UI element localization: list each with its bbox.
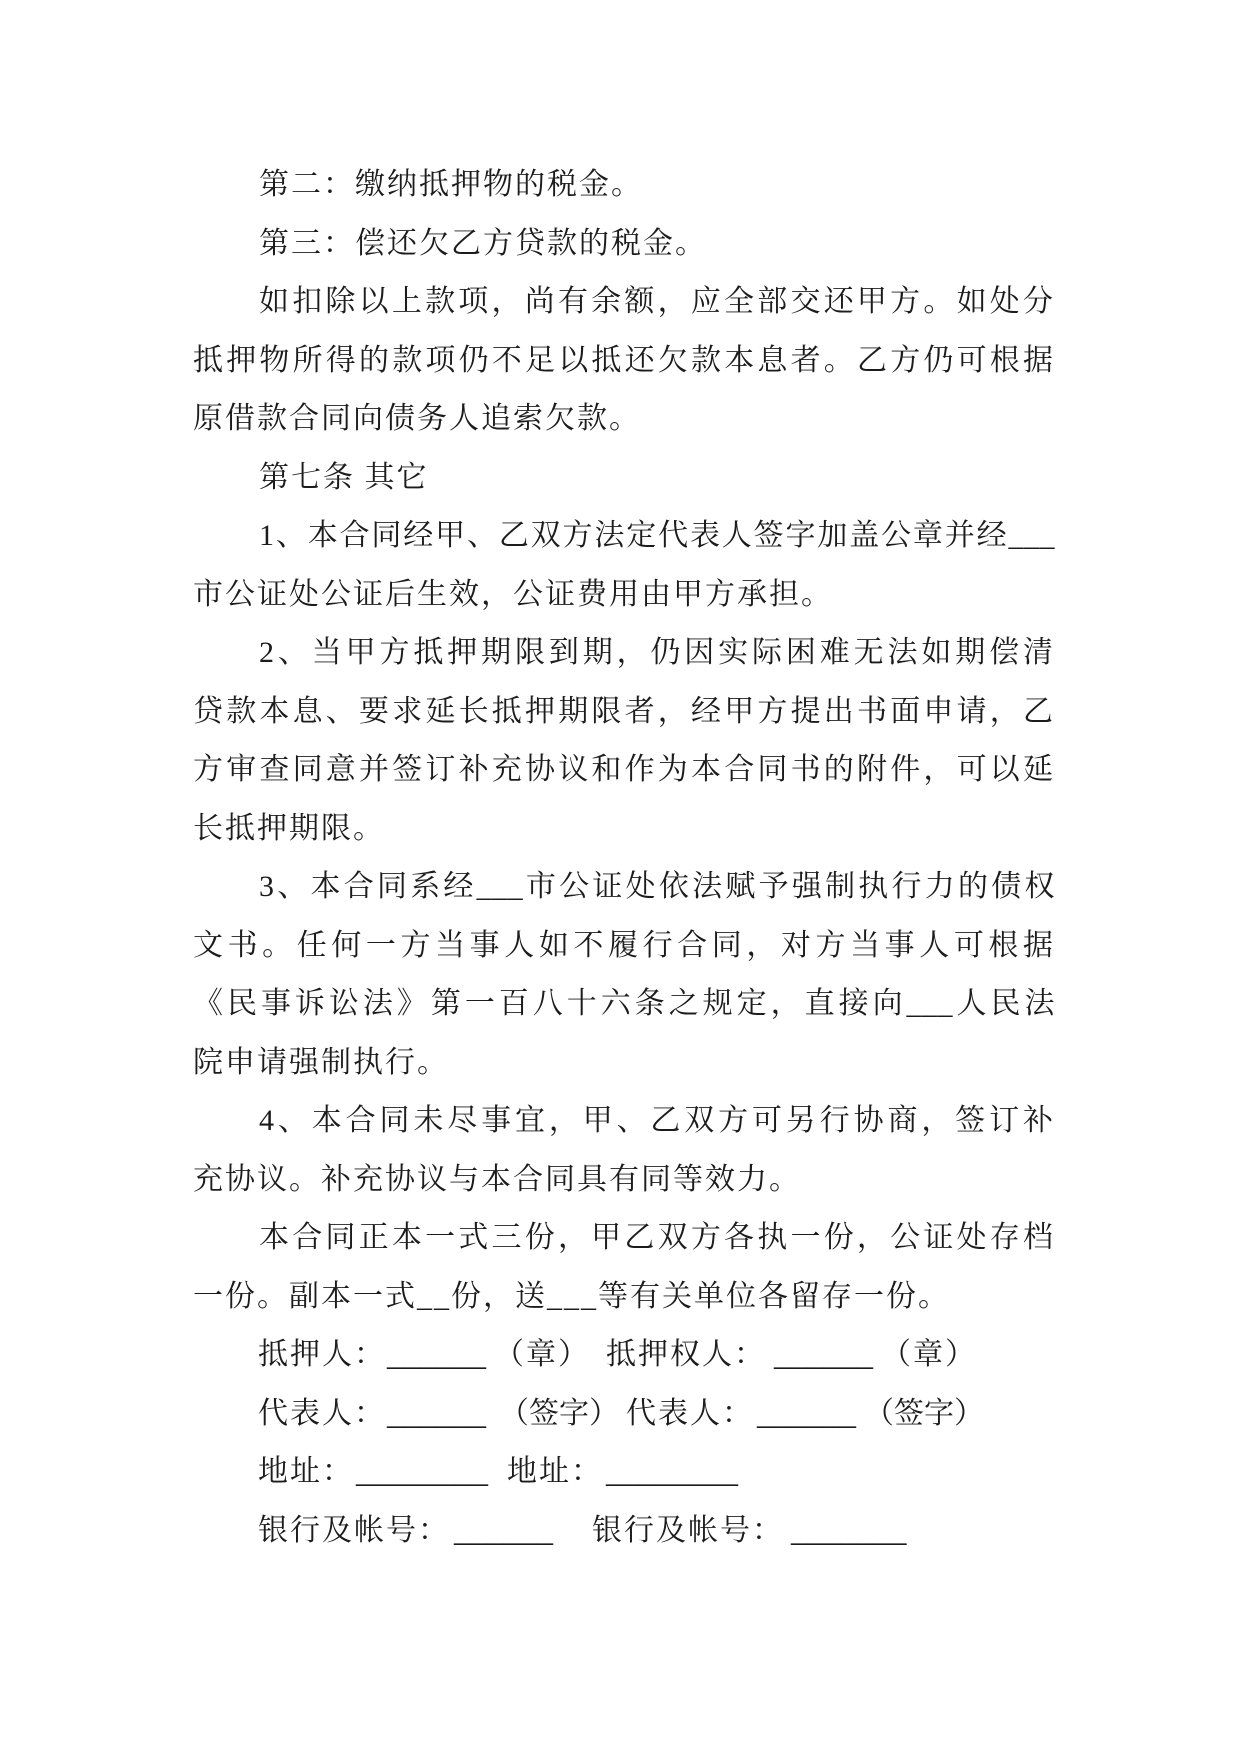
section-heading: 第七条 其它 [259, 460, 429, 494]
clause-3-line: 文书。任何一方当事人如不履行合同，对方当事人可根据 [193, 928, 1055, 962]
mortgagor-bank-label: 银行及帐号： [258, 1513, 450, 1547]
mortgagee-representative-label: 代表人： [626, 1396, 754, 1430]
mortgagor-signature-note: （签字） [499, 1396, 619, 1430]
paragraph-line: 抵押物所得的款项仍不足以抵还欠款本息者。乙方仍可根据 [193, 343, 1055, 377]
paragraph-line: 第二：缴纳抵押物的税金。 [259, 168, 643, 201]
mortgagor-blank: ______ [387, 1337, 486, 1373]
mortgagee-blank: ______ [774, 1337, 873, 1373]
signature-row-address [193, 1443, 1055, 1502]
clause-2-line: 方审查同意并签订补充协议和作为本合同书的附件，可以延 [193, 753, 1055, 786]
mortgagee-label: 抵押权人： [606, 1338, 766, 1371]
clause-1-line: 1、本合同经甲、乙双方法定代表人签字加盖公章并经___ [259, 519, 1055, 552]
mortgagee-representative-blank: ______ [757, 1395, 856, 1432]
signature-block [193, 1326, 1055, 1560]
copies-line: 一份。副本一式__份，送___等有关单位各留存一份。 [193, 1279, 950, 1313]
mortgagee-address-label: 地址： [507, 1455, 603, 1488]
clause-1-line: 市公证处公证后生效，公证费用由甲方承担。 [193, 577, 833, 611]
mortgagee-bank-label: 银行及帐号： [592, 1513, 784, 1547]
clause-4-line: 4、本合同未尽事宜，甲、乙双方可另行协商，签订补 [259, 1104, 1055, 1137]
clause-2-line: 2、当甲方抵押期限到期，仍因实际困难无法如期偿清 [259, 636, 1055, 669]
clause-3-line: 3、本合同系经___市公证处依法赋予强制执行力的债权 [259, 870, 1055, 903]
mortgagor-address-blank: ________ [356, 1454, 488, 1490]
copies-line: 本合同正本一式三份，甲乙双方各执一份，公证处存档 [259, 1221, 1055, 1254]
mortgagee-seal-note: （章） [881, 1338, 977, 1371]
paragraph-line: 第三：偿还欠乙方贷款的税金。 [259, 226, 707, 260]
mortgagor-representative-label: 代表人： [258, 1396, 386, 1430]
clause-2-line: 贷款本息、要求延长抵押期限者，经甲方提出书面申请，乙 [193, 694, 1055, 728]
mortgagor-address-label: 地址： [258, 1455, 354, 1488]
mortgagor-label: 抵押人： [258, 1338, 386, 1371]
contract-body [193, 156, 1055, 1560]
paragraph-line: 原借款合同向债务人追索欠款。 [193, 402, 641, 435]
mortgagor-bank-blank: ______ [454, 1512, 553, 1549]
mortgagee-signature-note: （签字） [864, 1396, 984, 1430]
mortgagee-address-blank: ________ [606, 1454, 738, 1490]
mortgagor-seal-note: （章） [494, 1338, 590, 1371]
signature-row-representative [193, 1385, 1055, 1444]
signature-row-bank-account [193, 1502, 1055, 1561]
clause-4-line: 充协议。补充协议与本合同具有同等效力。 [193, 1162, 801, 1196]
mortgagee-bank-blank: _______ [791, 1512, 907, 1549]
mortgagor-representative-blank: ______ [387, 1395, 486, 1432]
clause-3-line: 院申请强制执行。 [193, 1045, 449, 1079]
paragraph-line: 如扣除以上款项，尚有余额，应全部交还甲方。如处分 [259, 285, 1055, 318]
clause-2-line: 长抵押期限。 [193, 811, 385, 845]
clause-3-line: 《民事诉讼法》第一百八十六条之规定，直接向___人民法 [193, 987, 1055, 1020]
signature-row-seal [193, 1326, 1055, 1385]
